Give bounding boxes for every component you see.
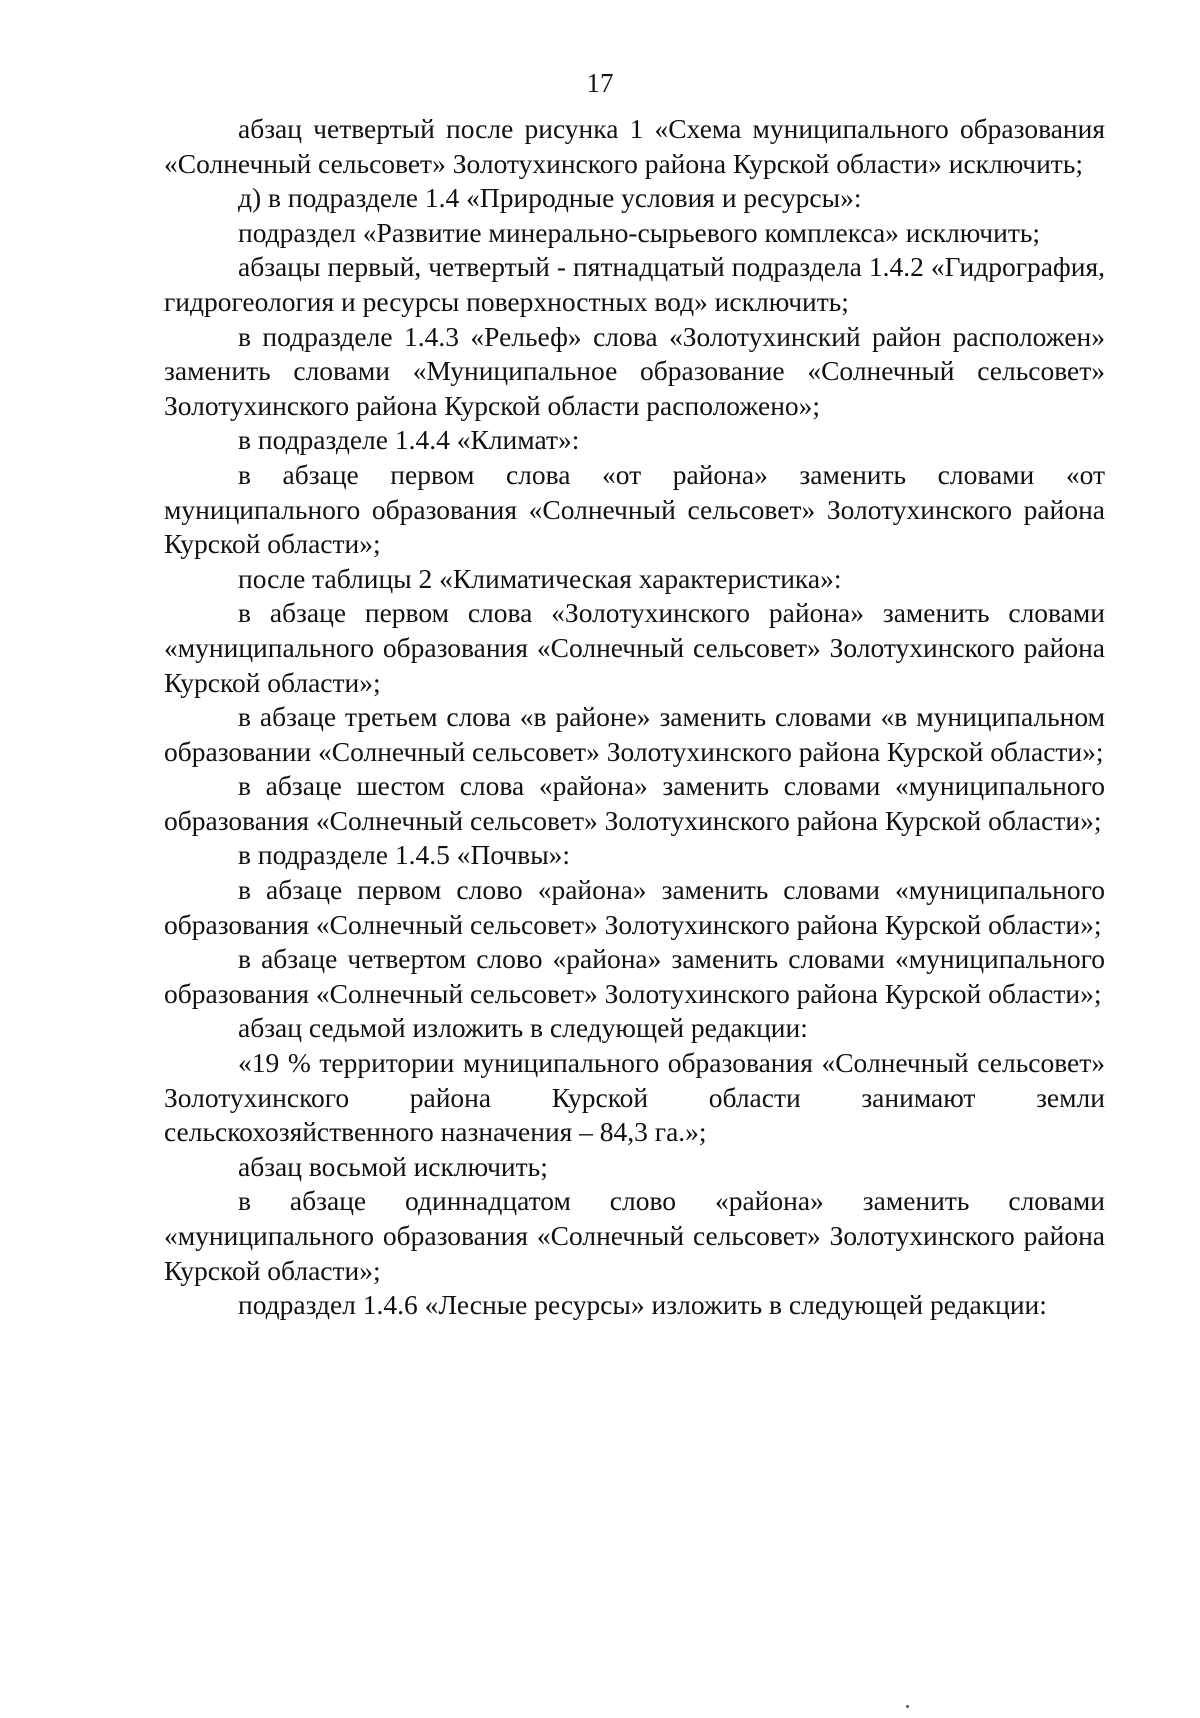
paragraph: подраздел «Развитие минерально-сырьевого комплекса» исключить; bbox=[238, 216, 1041, 248]
paragraph: абзацы первый, четвертый - пятнадцатый подраздела 1.4.2 «Гидрография, гидрогеология и ресурсы поверхностных вод» исключить; bbox=[164, 251, 1105, 317]
paragraph: абзац восьмой исключить; bbox=[238, 1150, 548, 1182]
paragraph: абзац седьмой изложить в следующей редакции: bbox=[238, 1012, 808, 1044]
scan-speck bbox=[906, 1705, 909, 1708]
paragraph: в абзаце первом слово «района» заменить словами «муниципального образования «Солнечный сельсовет» Золотухинского района Курской области»; bbox=[164, 874, 1105, 940]
paragraph: в абзаце первом слова «Золотухинского района» заменить словами «муниципального образования «Солнечный сельсовет» Золотухинского района Курской области»; bbox=[164, 597, 1105, 698]
paragraph: в абзаце третьем слова «в районе» заменить словами «в муниципальном образовании «Солнечный сельсовет» Золотухинского района Курской области»; bbox=[164, 701, 1105, 767]
paragraph: в абзаце первом слова «от района» заменить словами «от муниципального образования «Солнечный сельсовет» Золотухинского района Курской области»; bbox=[164, 458, 1105, 560]
paragraph: «19 % территории муниципального образования «Солнечный сельсовет» Золотухинского района Курской области занимают земли сельскохозяйственного назначения – 84,3 га.»; bbox=[164, 1047, 1105, 1148]
paragraph: в подразделе 1.4.5 «Почвы»: bbox=[238, 839, 571, 871]
paragraph: в абзаце одиннадцатом слово «района» заменить словами «муниципального образования «Солнечный сельсовет» Золотухинского района Курской области»; bbox=[164, 1185, 1105, 1286]
paragraph: в абзаце шестом слова «района» заменить словами «муниципального образования «Солнечный сельсовет» Золотухинского района Курской области»; bbox=[164, 770, 1105, 836]
paragraph: д) в подразделе 1.4 «Природные условия и ресурсы»: bbox=[238, 182, 862, 214]
paragraph: абзац четвертый после рисунка 1 «Схема муниципального образования «Солнечный сельсовет» Золотухинского района Курской области» исключить; bbox=[164, 113, 1105, 179]
document-body bbox=[164, 112, 1105, 1323]
paragraph: после таблицы 2 «Климатическая характеристика»: bbox=[238, 562, 842, 594]
page-number: 17 bbox=[586, 68, 614, 98]
paragraph: в подразделе 1.4.4 «Климат»: bbox=[238, 424, 580, 456]
paragraph: в подразделе 1.4.3 «Рельеф» слова «Золотухинский район расположен» заменить словами «Муниципальное образование «Солнечный сельсовет» Золотухинского района Курской области расположено»; bbox=[164, 320, 1105, 421]
paragraph: в абзаце четвертом слово «района» заменить словами «муниципального образования «Солнечный сельсовет» Золотухинского района Курской области»; bbox=[164, 943, 1105, 1009]
paragraph: подраздел 1.4.6 «Лесные ресурсы» изложить в следующей редакции: bbox=[238, 1289, 1047, 1321]
